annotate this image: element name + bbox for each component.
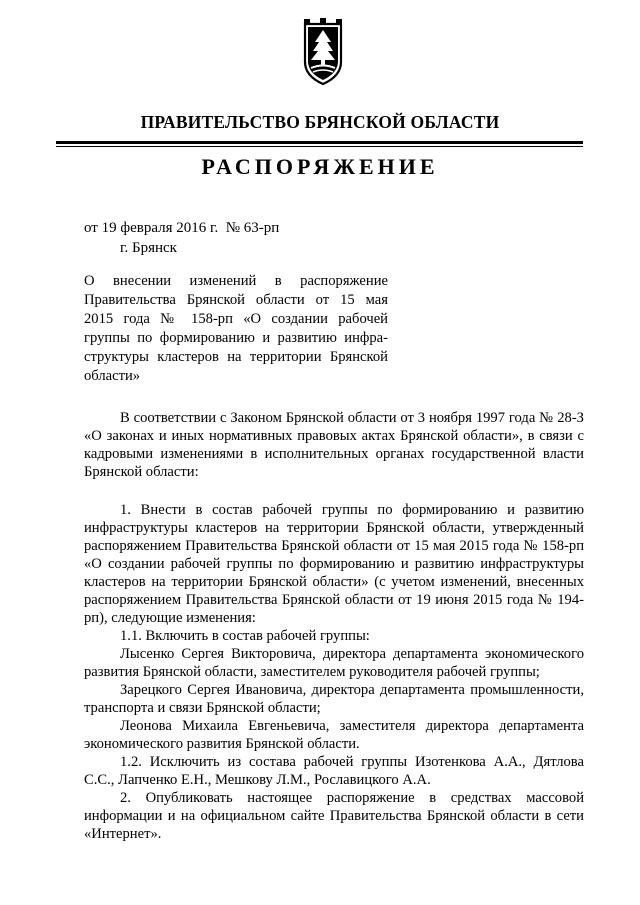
coat-of-arms-emblem — [301, 18, 345, 88]
subject-line: области» — [84, 368, 141, 384]
organization-name: ПРАВИТЕЛЬСТВО БРЯНСКОЙ ОБЛАСТИ — [140, 112, 500, 132]
item-1-paragraph: 1. Внести в состав рабочей группы по формированию и развитию инфраструктуры кластеров на территории Брянской области, утвержденный распоряжением Правительства Брянской области от 15 мая 2015 года № 158-рп «О создании рабочей группы по формированию и развитию инфраструктуры кластеров на территории Брянской области» (с учетом изменений, внесенных распоряжением Правительства Брянской области от 19 июня 2015 года № 194-рп), следующие изменения: — [84, 502, 584, 626]
document-subject — [84, 272, 388, 386]
subject-line: группы по формированию и развитию инфра- — [84, 330, 388, 346]
subject-line: О внесении изменений в распоряжение — [84, 273, 388, 289]
preamble-paragraph: В соответствии с Законом Брянской области от 3 ноября 1997 года № 28-З «О законах и иных нормативных правовых актах Брянской области», в связи с кадровыми изменениями в исполнительных органах государственной власти Брянской области: — [84, 410, 584, 480]
item-1-2-paragraph: 1.2. Исключить из состава рабочей группы Изотенкова А.А., Дятлова С.С., Лапченко Е.Н., Мешкову Л.М., Рославицкого А.А. — [84, 754, 584, 788]
item-1-1-paragraph: 1.1. Включить в состав рабочей группы: — [120, 628, 370, 644]
header-rule-thick — [56, 141, 583, 144]
person-3-paragraph: Леонова Михаила Евгеньевича, заместителя директора департамента экономического развития Брянской области. — [84, 718, 584, 752]
person-1-paragraph: Лысенко Сергея Викторовича, директора департамента экономического развития Брянской области, заместителем руководителя рабочей группы; — [84, 646, 584, 680]
subject-line: структуры кластеров на территории Брянской — [84, 349, 388, 365]
document-body — [84, 409, 584, 843]
header-rule-thin — [56, 146, 583, 147]
document-date-number: от 19 февраля 2016 г. № 63-рп — [84, 220, 280, 236]
subject-line: 2015 года № 158-рп «О создании рабочей — [84, 311, 388, 327]
item-2-paragraph: 2. Опубликовать настоящее распоряжение в средствах массовой информации и на официальном сайте Правительства Брянской области в сети «Интернет». — [84, 790, 584, 842]
subject-line: Правительства Брянской области от 15 мая — [84, 292, 388, 308]
document-type-title: РАСПОРЯЖЕНИЕ — [201, 154, 439, 179]
document-city: г. Брянск — [120, 240, 177, 256]
person-2-paragraph: Зарецкого Сергея Ивановича, директора департамента промышленности, транспорта и связи Брянской области; — [84, 682, 584, 716]
